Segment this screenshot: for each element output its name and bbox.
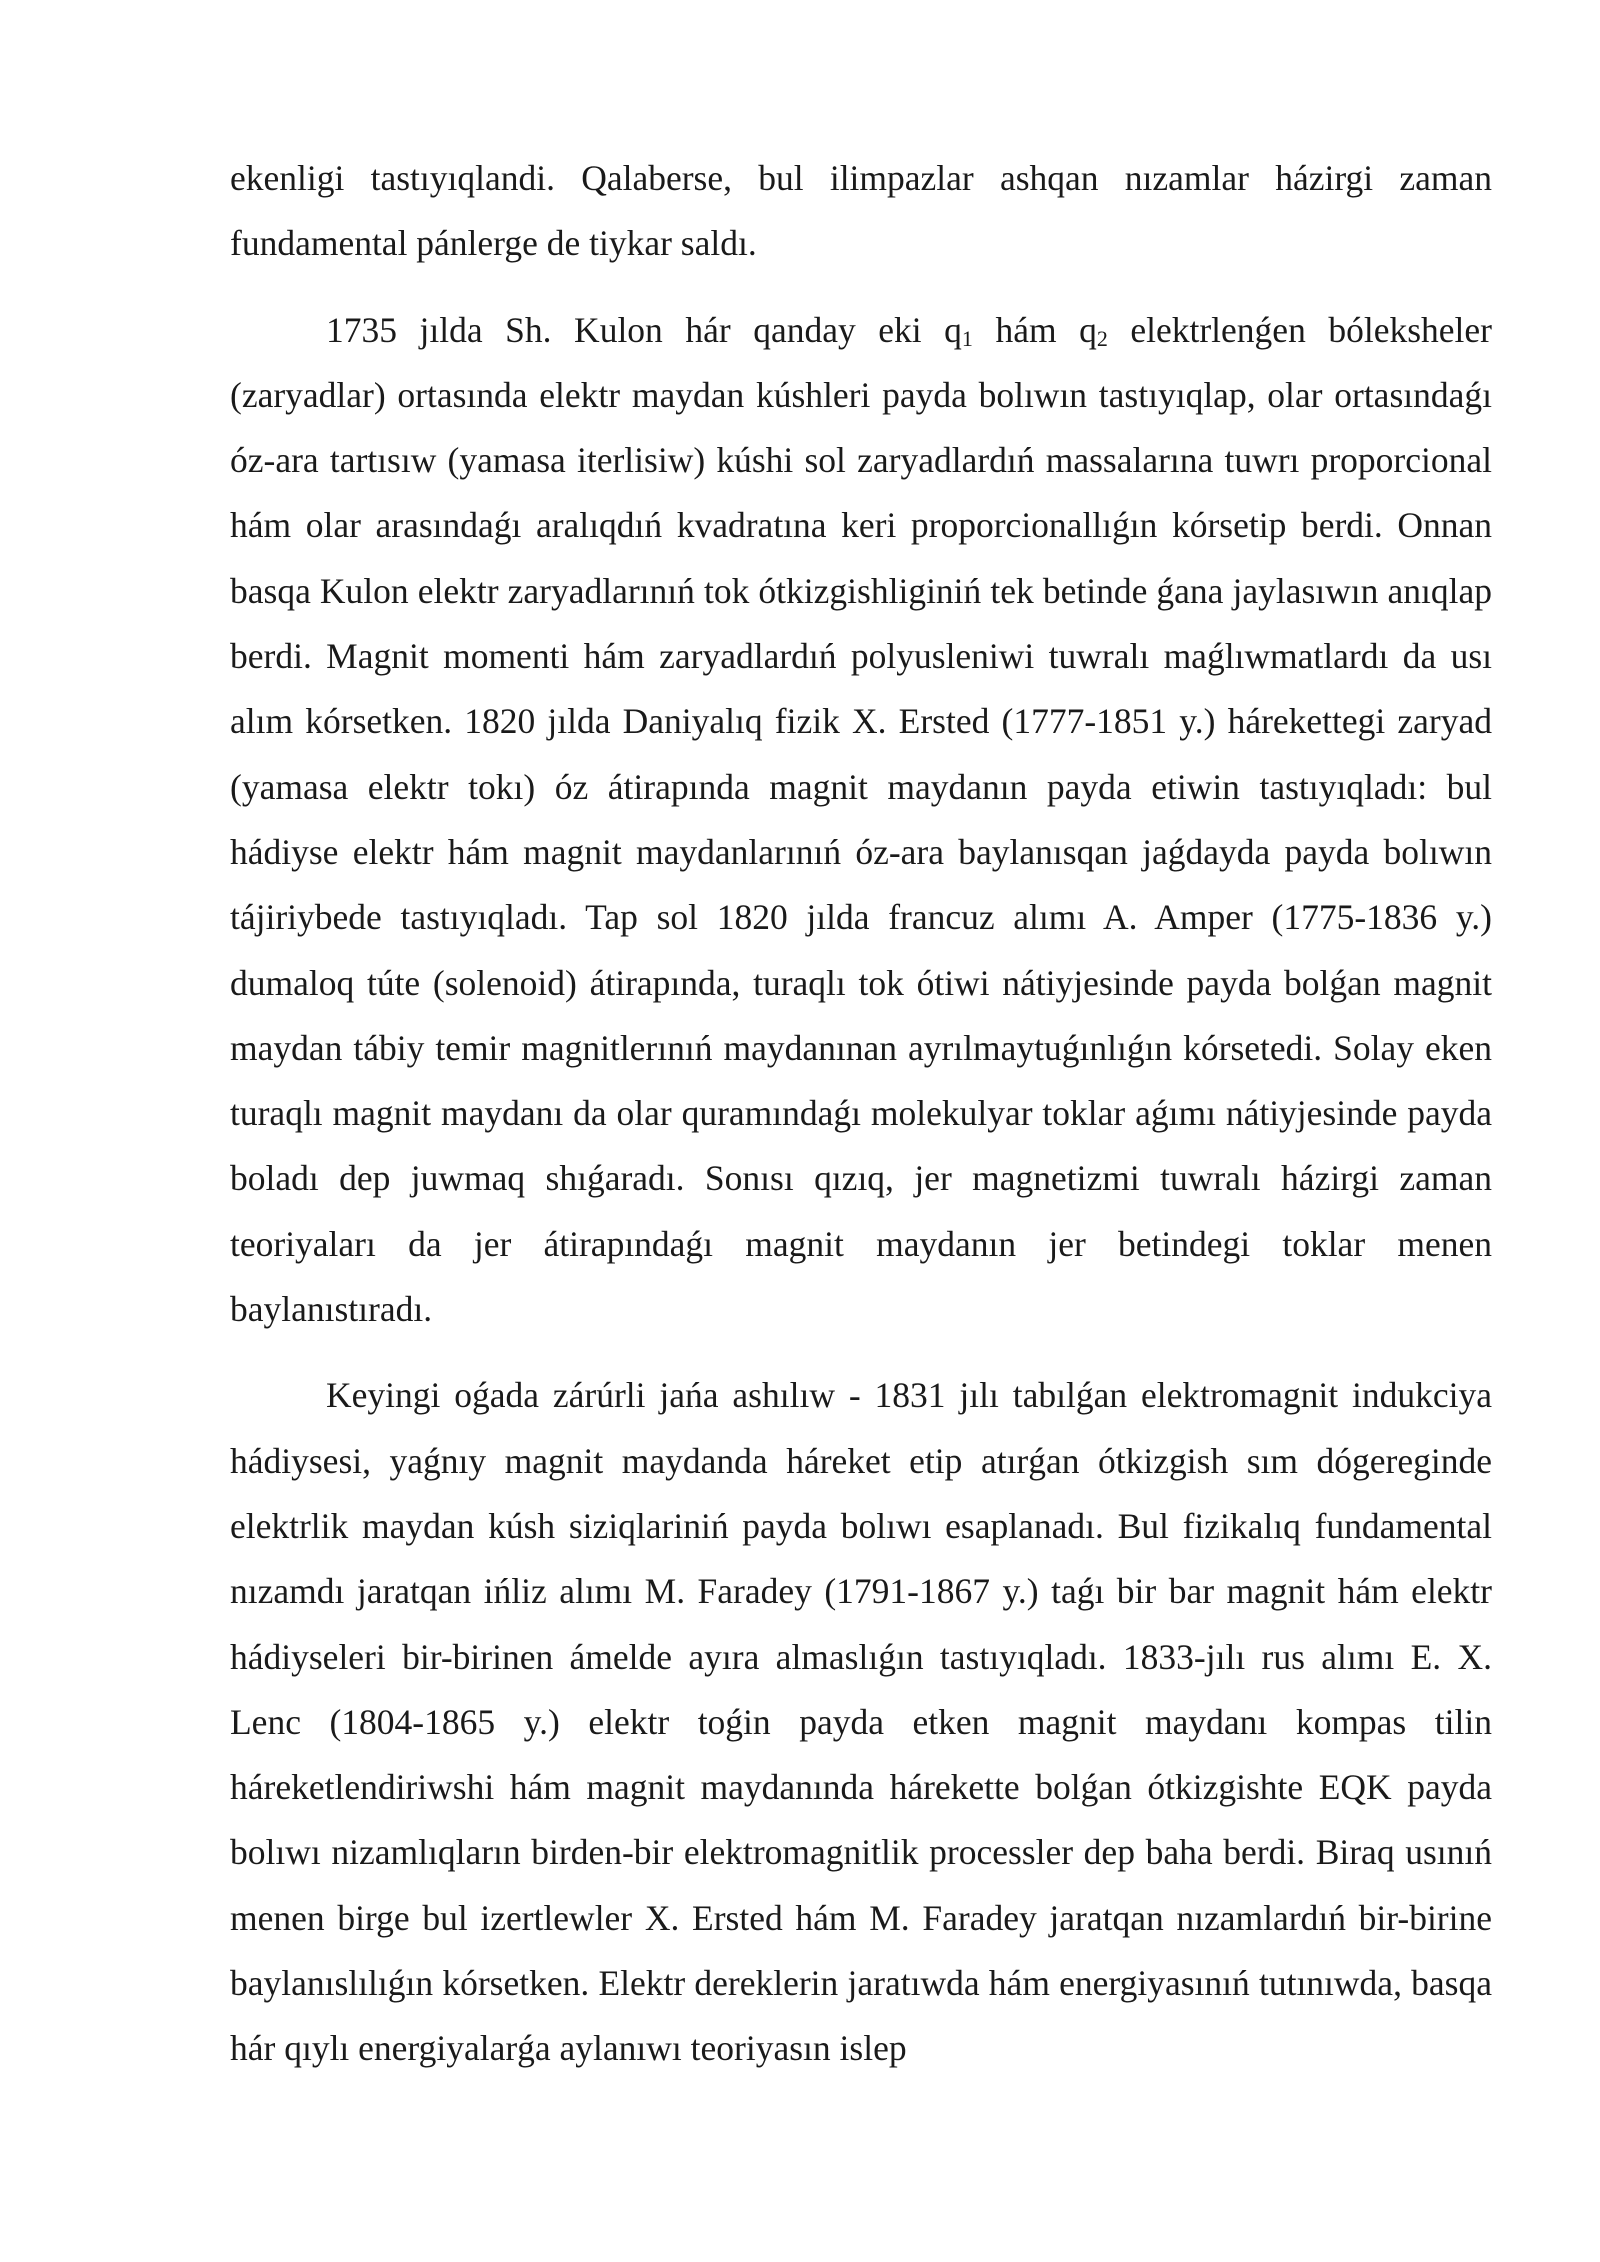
- paragraph-3: Keyingi oǵada zárúrli jańa ashılıw - 1831 jılı tabılǵan elektromagnit indukciya hádiysesi, yaǵnıy magnit maydanda háreket etip atırǵan ótkizgish sım dógereginde elektrlik maydan kúsh siziqlariniń payda bolıwı esaplanadı. Bul fizikalıq fundamental nızamdı jaratqan ińliz alımı M. Faradey (1791-1867 y.) taǵı bir bar magnit hám elektr hádiyseleri bir-birinen ámelde ayıra almaslıǵın tastıyıqladı. 1833-jılı rus alımı E. X. Lenc (1804-1865 y.) elektr toǵin payda etken magnit maydanı kompas tilin háreketlendiriwshi hám magnit maydanında hárekette bolǵan ótkizgishte EQK payda bolıwı nizamlıqların birden-bir elektromagnitlik processler dep baha berdi. Biraq usınıń menen birge bul izertlewler X. Ersted hám M. Faradey jaratqan nızamlardıń bir-birine baylanıslılıǵın kórsetken. Elektr dereklerin jaratıwda hám energiyasınıń tutınıwda, basqa hár qıylı energiyalarǵa aylanıwı teoriyasın islep: [230, 1375, 1492, 2069]
- subscript-2: 2: [1096, 325, 1108, 351]
- paragraph-2: [230, 298, 1492, 1343]
- paragraph-1: ekenligi tastıyıqlandi. Qalaberse, bul ilimpazlar ashqan nızamlar házirgi zaman fundamental pánlerge de tiykar saldı.: [230, 158, 1492, 264]
- paragraph-2-text-a: 1735 jılda Sh. Kulon hár qanday eki q: [326, 309, 962, 350]
- subscript-1: 1: [961, 325, 973, 351]
- paragraph-2-text-c: elektrlenǵen bóleksheler (zaryadlar) ortasında elektr maydan kúshleri payda bolıwın tastıyıqlap, olar ortasındaǵı óz-ara tartısıw (yamasa iterlisiw) kúshi sol zaryadlardıń massalarına tuwrı proporcional hám olar arasındaǵı aralıqdıń kvadratına keri proporcionallıǵın kórsetip berdi. Onnan basqa Kulon elektr zaryadlarınıń tok ótkizgishliginiń tek betinde ǵana jaylasıwın anıqlap berdi. Magnit momenti hám zaryadlardıń polyusleniwi tuwralı maǵlıwmatlardı da usı alım kórsetken. 1820 jılda Daniyalıq fizik X. Ersted (1777-1851 y.) hárekettegi zaryad (yamasa elektr tokı) óz átirapında magnit maydanın payda etiwin tastıyıqladı: bul hádiyse elektr hám magnit maydanlarınıń óz-ara baylanısqan jaǵdayda payda bolıwın tájiriybede tastıyıqladı. Tap sol 1820 jılda francuz alımı A. Amper (1775-1836 y.) dumaloq túte (solenoid) átirapında, turaqlı tok ótiwi nátiyjesinde payda bolǵan magnit maydan tábiy temir magnitlerınıń maydanınan ayrılmaytuǵınlıǵın kórsetedi. Solay eken turaqlı magnit maydanı da olar quramındaǵı molekulyar toklar aǵımı nátiyjesinde payda boladı dep juwmaq shıǵaradı. Sonısı qızıq, jer magnetizmi tuwralı házirgi zaman teoriyaları da jer átirapındaǵı magnit maydanın jer betindegi toklar menen baylanıstıradı.: [230, 309, 1492, 1330]
- paragraph-2-text-b: hám q: [972, 309, 1097, 350]
- document-page: [230, 146, 1492, 2082]
